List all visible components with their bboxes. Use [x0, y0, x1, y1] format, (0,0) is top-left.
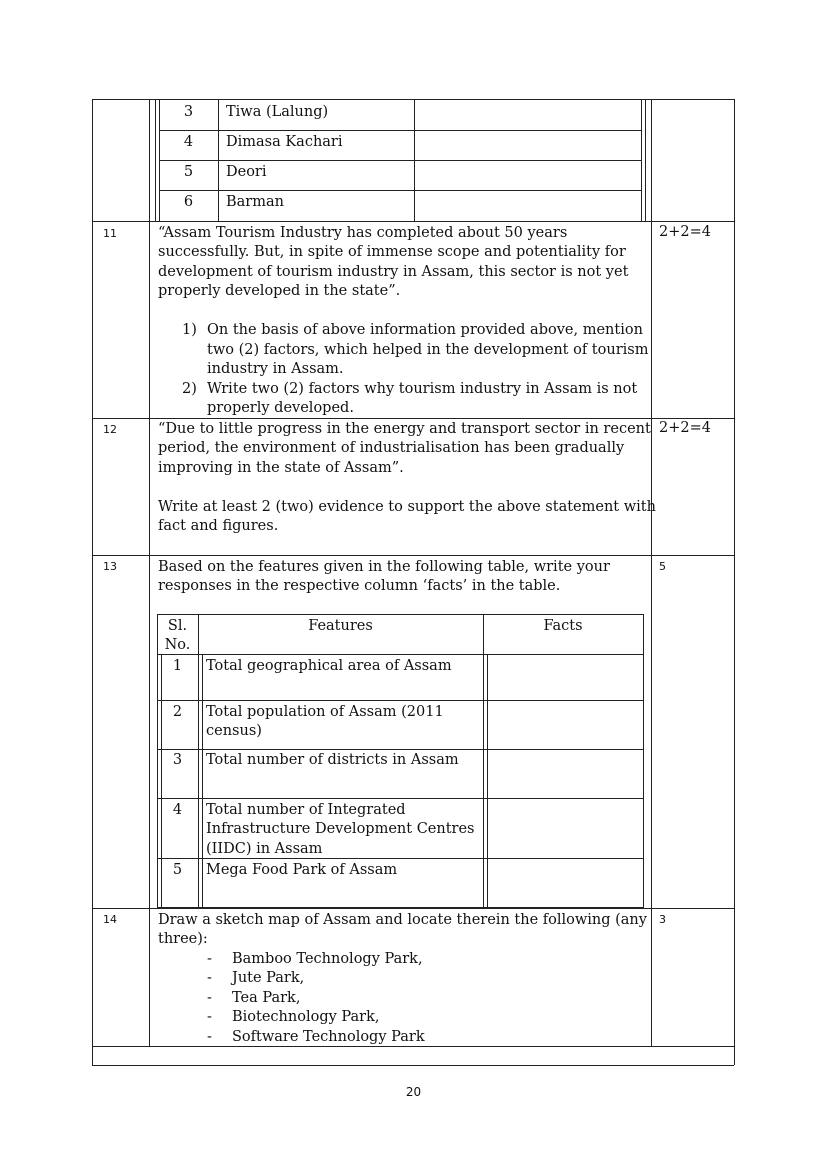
list-dash: - — [207, 951, 212, 967]
table-top-border — [92, 99, 734, 100]
facts-row-feature: Total number of districts in Assam — [206, 752, 459, 768]
facts-row-number: 4 — [172, 802, 183, 818]
header-sl-no: Sl. — [167, 618, 188, 634]
row-divider-14 — [92, 908, 734, 909]
table-right-border — [734, 99, 735, 1065]
row-divider-12 — [92, 418, 734, 419]
tribe-row-name: Deori — [226, 164, 267, 180]
column-divider-1 — [149, 99, 150, 1046]
facts-row-feature: Total number of Integrated — [206, 802, 406, 818]
facts-row-feature: census) — [206, 723, 262, 739]
page-number: 20 — [405, 1085, 422, 1099]
question-text-line: Draw a sketch map of Assam and locate therein the following (any — [158, 912, 647, 928]
list-dash: - — [207, 990, 212, 1006]
question-text-line: development of tourism industry in Assam, this sector is not yet — [158, 264, 629, 280]
row-divider-11 — [92, 221, 734, 222]
tribe-row-number: 3 — [183, 104, 194, 120]
table-bottom-border — [92, 1065, 734, 1066]
question-marks: 2+2=4 — [659, 224, 711, 240]
facts-row-number: 3 — [172, 752, 183, 768]
subquestion-text-line: Write two (2) factors why tourism industry in Assam is not — [207, 381, 638, 397]
question-marks: 5 — [659, 560, 666, 573]
subquestion-text-line: industry in Assam. — [207, 361, 344, 377]
question-text-line: period, the environment of industrialisation has been gradually — [158, 440, 625, 456]
list-item: Tea Park, — [232, 990, 301, 1006]
header-facts: Facts — [543, 618, 583, 634]
question-number: 12 — [103, 423, 117, 436]
question-text-line: fact and figures. — [158, 518, 279, 534]
list-dash: - — [207, 970, 212, 986]
question-text-line: improving in the state of Assam”. — [158, 460, 404, 476]
column-divider-2 — [651, 99, 652, 1046]
subquestion-number: 1) — [182, 322, 197, 338]
list-dash: - — [207, 1009, 212, 1025]
tribe-row-name: Dimasa Kachari — [226, 134, 343, 150]
facts-row-feature: Mega Food Park of Assam — [206, 862, 398, 878]
subquestion-number: 2) — [182, 381, 197, 397]
tribe-row-name: Tiwa (Lalung) — [226, 104, 329, 120]
list-item: Bamboo Technology Park, — [232, 951, 423, 967]
table-left-border — [92, 99, 93, 1065]
facts-row-feature: Total population of Assam (2011 — [206, 704, 444, 720]
question-text-line: “Assam Tourism Industry has completed about 50 years — [158, 225, 568, 241]
facts-row-feature: Total geographical area of Assam — [206, 658, 452, 674]
question-text-line: Write at least 2 (two) evidence to support the above statement with — [158, 499, 656, 515]
tribe-row-number: 5 — [183, 164, 194, 180]
facts-row-number: 5 — [172, 862, 183, 878]
tribe-row-name: Barman — [226, 194, 284, 210]
header-sl-no: No. — [164, 637, 191, 653]
question-number: 14 — [103, 913, 117, 926]
header-features: Features — [308, 618, 373, 634]
question-text-line: “Due to little progress in the energy and transport sector in recent — [158, 421, 651, 437]
question-number: 11 — [103, 227, 117, 240]
facts-row-feature: (IIDC) in Assam — [206, 841, 323, 857]
subquestion-text-line: On the basis of above information provided above, mention — [207, 322, 643, 338]
subquestion-text-line: properly developed. — [207, 400, 354, 416]
question-text-line: responses in the respective column ‘facts’ in the table. — [158, 578, 561, 594]
question-marks: 3 — [659, 913, 666, 926]
question-number: 13 — [103, 560, 117, 573]
facts-row-number: 1 — [172, 658, 183, 674]
tribe-row-number: 4 — [183, 134, 194, 150]
list-item: Software Technology Park — [232, 1029, 425, 1045]
list-item: Biotechnology Park, — [232, 1009, 380, 1025]
facts-row-feature: Infrastructure Development Centres — [206, 821, 475, 837]
subquestion-text-line: two (2) factors, which helped in the development of tourism — [207, 342, 649, 358]
question-text-line: successfully. But, in spite of immense scope and potentiality for — [158, 244, 626, 260]
question-text-line: three): — [158, 931, 208, 947]
row-divider-13 — [92, 555, 734, 556]
tribe-row-number: 6 — [183, 194, 194, 210]
list-item: Jute Park, — [232, 970, 305, 986]
question-text-line: Based on the features given in the following table, write your — [158, 559, 610, 575]
list-dash: - — [207, 1029, 212, 1045]
question-text-line: properly developed in the state”. — [158, 283, 401, 299]
facts-row-number: 2 — [172, 704, 183, 720]
question-marks: 2+2=4 — [659, 420, 711, 436]
